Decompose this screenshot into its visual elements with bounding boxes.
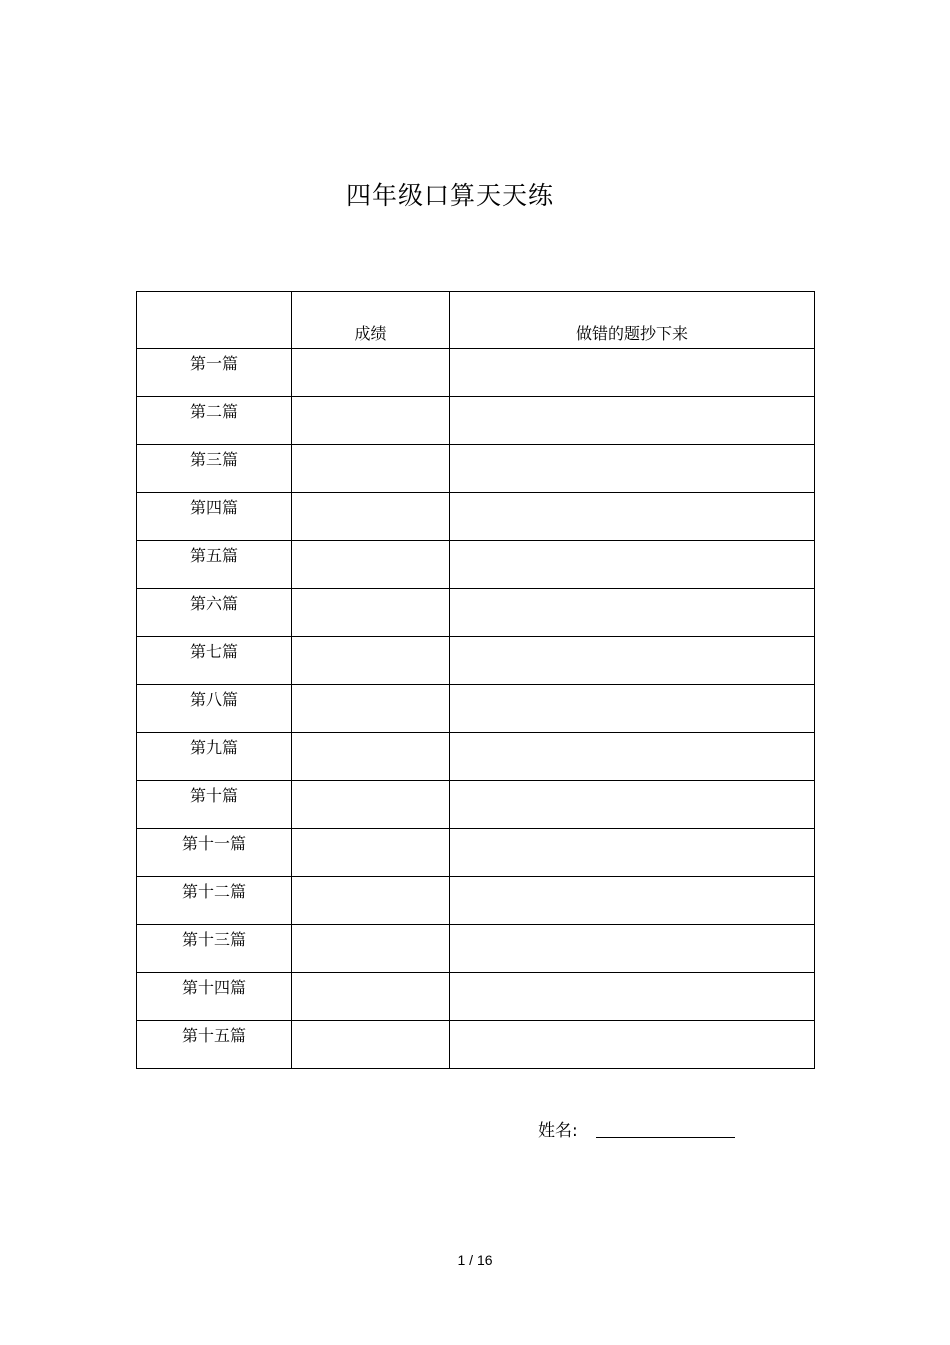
score-cell <box>292 445 450 493</box>
table-row <box>137 973 815 1021</box>
score-cell <box>292 1021 450 1069</box>
score-cell <box>292 733 450 781</box>
row-label: 第三篇 <box>137 445 292 493</box>
mistakes-cell <box>450 445 815 493</box>
row-label: 第十五篇 <box>137 1021 292 1069</box>
page-indicator: 1 / 16 <box>457 1252 493 1268</box>
mistakes-cell <box>450 877 815 925</box>
header-blank <box>137 292 292 349</box>
table-row <box>137 925 815 973</box>
row-label: 第七篇 <box>137 637 292 685</box>
mistakes-cell <box>450 925 815 973</box>
score-cell <box>292 973 450 1021</box>
name-underline <box>596 1137 735 1138</box>
table-row <box>137 733 815 781</box>
table-row <box>137 1021 815 1069</box>
mistakes-cell <box>450 781 815 829</box>
row-label: 第四篇 <box>137 493 292 541</box>
score-cell <box>292 685 450 733</box>
table-row <box>137 445 815 493</box>
row-label: 第十一篇 <box>137 829 292 877</box>
score-cell <box>292 925 450 973</box>
row-label: 第九篇 <box>137 733 292 781</box>
score-cell <box>292 829 450 877</box>
row-label: 第十二篇 <box>137 877 292 925</box>
header-mistakes: 做错的题抄下来 <box>450 292 815 349</box>
score-cell <box>292 589 450 637</box>
score-cell <box>292 493 450 541</box>
page-title: 四年级口算天天练 <box>345 181 554 210</box>
row-label: 第十篇 <box>137 781 292 829</box>
mistakes-cell <box>450 1021 815 1069</box>
score-cell <box>292 397 450 445</box>
mistakes-cell <box>450 685 815 733</box>
table-row <box>137 877 815 925</box>
mistakes-cell <box>450 349 815 397</box>
row-label: 第二篇 <box>137 397 292 445</box>
table-row <box>137 781 815 829</box>
row-label: 第十四篇 <box>137 973 292 1021</box>
score-table <box>136 291 815 1069</box>
row-label: 第六篇 <box>137 589 292 637</box>
name-label: 姓名: <box>538 1121 578 1141</box>
table-row <box>137 493 815 541</box>
table-row <box>137 829 815 877</box>
table-row <box>137 685 815 733</box>
row-label: 第八篇 <box>137 685 292 733</box>
header-score: 成绩 <box>292 292 450 349</box>
mistakes-cell <box>450 541 815 589</box>
table-row <box>137 589 815 637</box>
score-cell <box>292 781 450 829</box>
table-row <box>137 397 815 445</box>
score-cell <box>292 349 450 397</box>
mistakes-cell <box>450 637 815 685</box>
score-cell <box>292 637 450 685</box>
mistakes-cell <box>450 397 815 445</box>
row-label: 第十三篇 <box>137 925 292 973</box>
score-cell <box>292 541 450 589</box>
mistakes-cell <box>450 733 815 781</box>
row-label: 第一篇 <box>137 349 292 397</box>
table-header-row <box>137 292 815 349</box>
table-row <box>137 349 815 397</box>
mistakes-cell <box>450 829 815 877</box>
table-row <box>137 541 815 589</box>
row-label: 第五篇 <box>137 541 292 589</box>
score-cell <box>292 877 450 925</box>
table-row <box>137 637 815 685</box>
mistakes-cell <box>450 589 815 637</box>
mistakes-cell <box>450 973 815 1021</box>
mistakes-cell <box>450 493 815 541</box>
